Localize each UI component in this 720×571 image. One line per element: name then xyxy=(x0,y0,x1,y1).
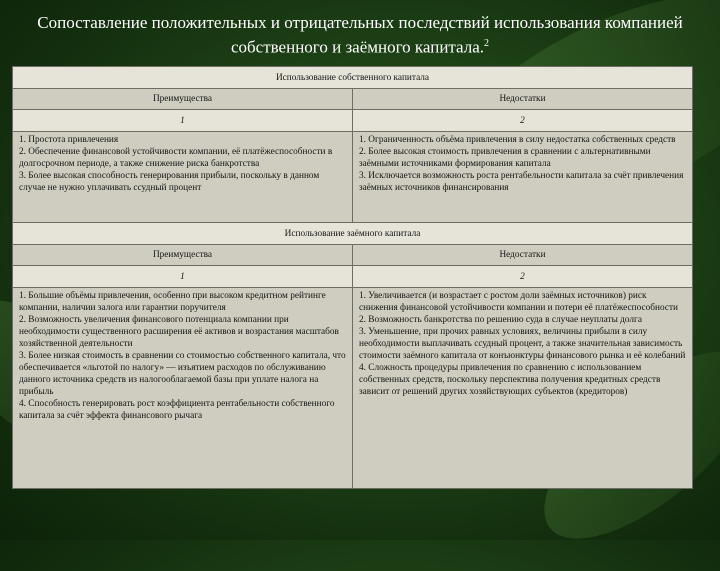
own-capital-disadvantages-cell: 1. Ограниченность объёма привлечения в силу недостатка собственных средств 2. Более высокая стоимость привлечения в сравнении с альтернативными заёмными источниками формирования капитала 3. Исключается возможность роста рентабельности капитала за счёт привлечения заёмных источников финансирования xyxy=(353,132,693,223)
section-heading-row-borrowed-capital xyxy=(13,223,693,245)
column-number-row xyxy=(13,110,693,132)
slide-title-line-2-text: собственного и заёмного капитала. xyxy=(230,37,485,57)
title-footnote-marker: 2 xyxy=(484,38,490,49)
slide-title xyxy=(0,12,720,58)
borrowed-capital-disadvantages-cell: 1. Увеличивается (и возрастает с ростом доли заёмных источников) риск снижения финансовой устойчивости компании и потери её платёжеспособности 2. Возможность банкротства по решению суда в случае неуплаты долга 3. Уменьшение, при прочих равных условиях, величины прибыли в силу необходимости выплачивать ссудный процент, а также значительная зависимость стоимости заёмного капитала от конъюнктуры финансового рынка и её колебаний 4. Сложность процедуры привлечения по сравнению с использованием собственных средств, поскольку перспектива получения кредитных средств зависит от решений других хозяйствующих субъектов (кредиторов) xyxy=(353,288,693,489)
column-number-row xyxy=(13,266,693,288)
column-header-disadvantages: Недостатки xyxy=(353,245,693,266)
column-header-advantages: Преимущества xyxy=(13,89,353,110)
section-heading-row-own-capital xyxy=(13,67,693,89)
column-number-1: 1 xyxy=(13,110,353,132)
column-header-row xyxy=(13,89,693,110)
column-number-2: 2 xyxy=(353,266,693,288)
column-header-disadvantages: Недостатки xyxy=(353,89,693,110)
section-heading-borrowed-capital: Использование заёмного капитала xyxy=(13,223,693,245)
borrowed-capital-advantages-cell: 1. Большие объёмы привлечения, особенно при высоком кредитном рейтинге компании, наличии залога или гарантии поручителя 2. Возможность увеличения финансового потенциала компании при необходимости существенного расширения её активов и возрастания масштабов хозяйственной деятельности 3. Более низкая стоимость в сравнении со стоимостью собственного капитала, что обеспечивается «льготой по налогу» — изъятием расходов по обслуживанию данного источника средств из налогооблагаемой базы при уплате налога на прибыль 4. Способность генерировать рост коэффициента рентабельности собственного капитала за счёт эффекта финансового рычага xyxy=(13,288,353,489)
slide-title-line-1: Сопоставление положительных и отрицательных последствий использования компанией xyxy=(37,13,683,32)
table-row xyxy=(13,288,693,489)
slide-title-line-2 xyxy=(0,33,720,58)
comparison-table xyxy=(12,66,693,489)
column-number-1: 1 xyxy=(13,266,353,288)
column-header-row xyxy=(13,245,693,266)
section-heading-own-capital: Использование собственного капитала xyxy=(13,67,693,89)
own-capital-advantages-cell: 1. Простота привлечения 2. Обеспечение финансовой устойчивости компании, её платёжеспособности в долгосрочном периоде, а также снижение риска банкротства 3. Более высокая способность генерирования прибыли, поскольку в данном случае не нужно уплачивать ссудный процент xyxy=(13,132,353,223)
column-number-2: 2 xyxy=(353,110,693,132)
table-row xyxy=(13,132,693,223)
column-header-advantages: Преимущества xyxy=(13,245,353,266)
